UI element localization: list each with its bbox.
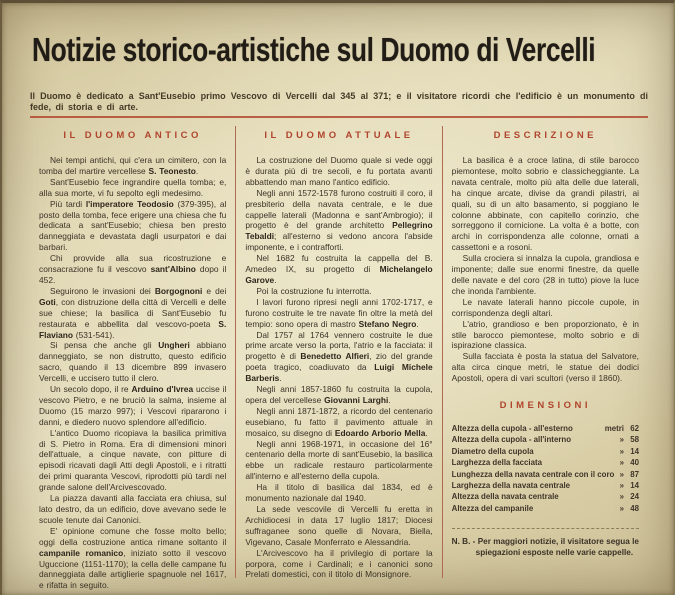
- paragraph: Seguirono le invasioni dei Borgognoni e dei Goti, con distruzione della città di Vercelli e delle sue chiese; la basilica di Sant'Eusebio fu restaurata e abbellita dal vescovo-poeta S. Flaviano (531-541).: [39, 285, 227, 340]
- paragraph: La costruzione del Duomo quale si vede oggi è durata più di tre secoli, e fu portata avanti abbattendo man mano l'antico edificio.: [245, 155, 433, 187]
- paragraph: L'atrio, grandioso e ben proporzionato, è in stile barocco piemontese, molto sobrio e di ispirazione classica.: [451, 318, 639, 351]
- dimension-label: Larghezza della navata centrale: [451, 481, 571, 491]
- dimension-value: 62: [630, 424, 639, 434]
- column-il-duomo-attuale: [235, 126, 441, 578]
- dimension-unit: »: [619, 458, 624, 468]
- three-column-body: [30, 126, 648, 591]
- paragraph: Negli anni 1968-1971, in occasione del 16° centenario della morte di sant'Eusebio, la basilica ebbe un radicale restauro particolarmente all'interno e all'esterno della cupola.: [245, 438, 433, 482]
- dimension-unit: »: [619, 469, 624, 479]
- dimension-row: [452, 446, 639, 457]
- paragraph: Negli anni 1871-1872, a ricordo del centenario eusebiano, fu fatto il pavimento attuale in mosaico, su disegno di Edoardo Arborio Mella.: [245, 405, 433, 438]
- paragraph: Chi provvide alla sua ricostruzione e consacrazione fu il vescovo sant'Albino dopo il 452.: [39, 253, 227, 285]
- dimension-value: 87: [630, 469, 639, 479]
- paragraph: Sulla facciata è posta la statua del Salvatore, alta circa cinque metri, le statue dei dodici Apostoli, opera di vari scultori (verso il 1860).: [451, 351, 639, 384]
- dimension-value: 58: [630, 435, 639, 445]
- dimension-row: [452, 434, 639, 445]
- dimension-row: [452, 480, 639, 491]
- paragraph: Un secolo dopo, il re Arduino d'Ivrea uccise il vescovo Pietro, e ne bruciò la salma, insieme al Duomo (15 marzo 997); i Vescovi ripararono i danni, e diedero nuovo splendore all'edificio.: [39, 384, 227, 427]
- section-header-attuale: IL DUOMO ATTUALE: [264, 130, 414, 141]
- dimension-label: Altezza della navata centrale: [451, 492, 559, 502]
- paragraph: Ha il titolo di basilica dal 1834, ed è monumento nazionale dal 1940.: [245, 482, 433, 504]
- dimension-row: [452, 469, 639, 480]
- dimension-label: Altezza della cupola - all'interno: [451, 435, 572, 445]
- paragraph: E' opinione comune che fosse molto bello; oggi della costruzione antica rimane soltanto il campanile romanico, iniziato sotto il vescovo Uguccione (1151-1170); la cella delle campane fu danneggiata dalle artiglierie spagnuole nel 1617, e rifatta in seguito.: [39, 525, 227, 591]
- column-descrizione-text: [452, 155, 639, 384]
- leaflet-page: [2, 3, 674, 595]
- dimension-label: Altezza del campanile: [451, 503, 534, 513]
- red-rule: [30, 116, 648, 118]
- dimension-row: [452, 423, 639, 434]
- paragraph: Poi la costruzione fu interrotta.: [256, 285, 372, 296]
- paragraph: Nel 1682 fu costruita la cappella del B. Amedeo IX, su progetto di Michelangelo Garove.: [245, 253, 433, 285]
- dimension-row: [452, 503, 639, 514]
- dimension-value: 14: [630, 446, 639, 456]
- section-header-antico: IL DUOMO ANTICO: [63, 130, 202, 141]
- paragraph: I lavori furono ripresi negli anni 1702-1717, e furono costruite le tre navate fin oltre la metà del tempio: sono opera di mastro Stefano Negro.: [245, 296, 433, 329]
- column-antico-text: [39, 155, 226, 591]
- dimension-value: 14: [630, 481, 639, 491]
- paragraph: Nei tempi antichi, qui c'era un cimitero, con la tomba del martire vercellese S. Teonesto.: [39, 155, 227, 176]
- dimension-label: Diametro della cupola: [451, 446, 534, 456]
- dimension-label: Altezza della cupola - all'esterno: [451, 424, 573, 434]
- paragraph: L'antico Duomo ricopiava la basilica primitiva di S. Pietro in Roma. Era di dimensioni minori dell'attuale, a cinque navate, con pitture di episodi ricavati dagli Atti degli Apostoli, e i ritratti dei primi quaranta Vescovi, riprodotti più tardi nel grande salone dell'Arcivescovado.: [39, 427, 227, 493]
- paragraph: L'Arcivescovo ha il privilegio di portare la porpora, come i Cardinali; e i canonici sono Prelati domestici, con il titolo di Monsignore.: [245, 547, 433, 580]
- dimension-value: 24: [630, 492, 639, 502]
- paragraph: La piazza davanti alla facciata era chiusa, sul lato destro, da un edificio, dove avevano sede le scuole tenute dai Canonici.: [39, 493, 227, 525]
- section-header-descrizione: DESCRIZIONE: [493, 130, 598, 141]
- dedication-line: Il Duomo è dedicato a Sant'Eusebio primo Vescovo di Vercelli dal 345 al 371; e il visitatore ricordi che l'edificio è un monumento di fede, di storia e di arte.: [30, 91, 648, 112]
- dimension-unit: »: [619, 503, 624, 513]
- paragraph: La basilica è a croce latina, di stile barocco piemontese, molto sobrio e classicheggiante. La navata centrale, molto più alta delle due laterali, ha cinque arcate, divise da grandi pilastri, ai quali, su di un alto basamento, si poggiano le colonne abbinate, con capitello corinzio, che sorreggono il cornicione. La volta è a botte, con archi in corrispondenza alle colonne, ornati a cassettoni e a rosoni.: [451, 155, 639, 253]
- paragraph: Sant'Eusebio fece ingrandire quella tomba; e, alla sua morte, vi fu sepolto egli medesimo.: [39, 176, 227, 198]
- dimension-value: 48: [630, 503, 639, 513]
- section-header-dimensioni: DIMENSIONI: [499, 400, 592, 412]
- dimension-unit: metri: [604, 424, 624, 434]
- dimension-unit: »: [619, 481, 624, 491]
- paragraph: La sede vescovile di Vercelli fu eretta in Archidiocesi in data 17 luglio 1817; Diocesi suffraganee sono quelle di Novara, Biella, Vigevano, Casale Monferrato e Alessandria.: [245, 504, 433, 547]
- paragraph: Dal 1757 al 1764 vennero costruite le due prime arcate verso la porta, l'atrio e la facciata: il progetto è di Benedetto Alfieri, zio del grande poeta tragico, coadiuvato da Luigi Michele Barberis.: [245, 329, 433, 384]
- dimension-unit: »: [619, 446, 624, 456]
- paragraph: Negli anni 1572-1578 furono costruiti il coro, il presbiterio della navata centrale, e le due cappelle laterali (Madonna e sant'Ambrogio); il progetto è del grande architetto Pellegrino Tebaldi; all'esterno si vedono ancora l'abside imponente, e i contrafforti.: [245, 187, 433, 253]
- dimension-unit: »: [619, 492, 624, 502]
- dimension-label: Larghezza della facciata: [451, 458, 542, 468]
- column-attuale-text: [245, 155, 432, 580]
- paragraph: Più tardi l'imperatore Teodosio (379-395), al posto della tomba, fece erigere una chiesa che fu dedicata a sant'Eusebio; chiesa ben presto danneggiata e devastata dagli usurpatori e dai barbari.: [39, 198, 227, 253]
- dimension-label: Lunghezza della navata centrale con il coro: [451, 469, 615, 479]
- nb-footnote: N. B. - Per maggiori notizie, il visitatore segua le spiegazioni esposte nelle varie cappelle.: [451, 537, 639, 557]
- column-descrizione: [442, 126, 648, 578]
- column-il-duomo-antico: [30, 126, 235, 591]
- page-title: Notizie storico-artistiche sul Duomo di Vercelli: [32, 31, 596, 68]
- paragraph: Le navate laterali hanno piccole cupole, in corrispondenza degli altari.: [451, 296, 639, 318]
- dimensions-table: [452, 423, 639, 514]
- dimension-value: 40: [630, 458, 639, 468]
- dimension-row: [452, 457, 639, 468]
- dashed-divider: [452, 528, 639, 529]
- dimension-row: [452, 491, 639, 502]
- paragraph: Negli anni 1857-1860 fu costruita la cupola, opera del vercellese Giovanni Larghi.: [245, 384, 433, 405]
- dimension-unit: »: [619, 435, 624, 445]
- paragraph: Si pensa che anche gli Ungheri abbiano danneggiato, se non distrutto, questo edificio sacro, quando il 13 dicembre 899 invasero Vercelli, e uccisero tutto il clero.: [39, 340, 227, 384]
- paragraph: Sulla crociera si innalza la cupola, grandiosa e imponente; dalle sue enormi finestre, da quelle delle navate e del coro (28 in tutto) piove la luce che inonda l'ambiente.: [451, 253, 639, 296]
